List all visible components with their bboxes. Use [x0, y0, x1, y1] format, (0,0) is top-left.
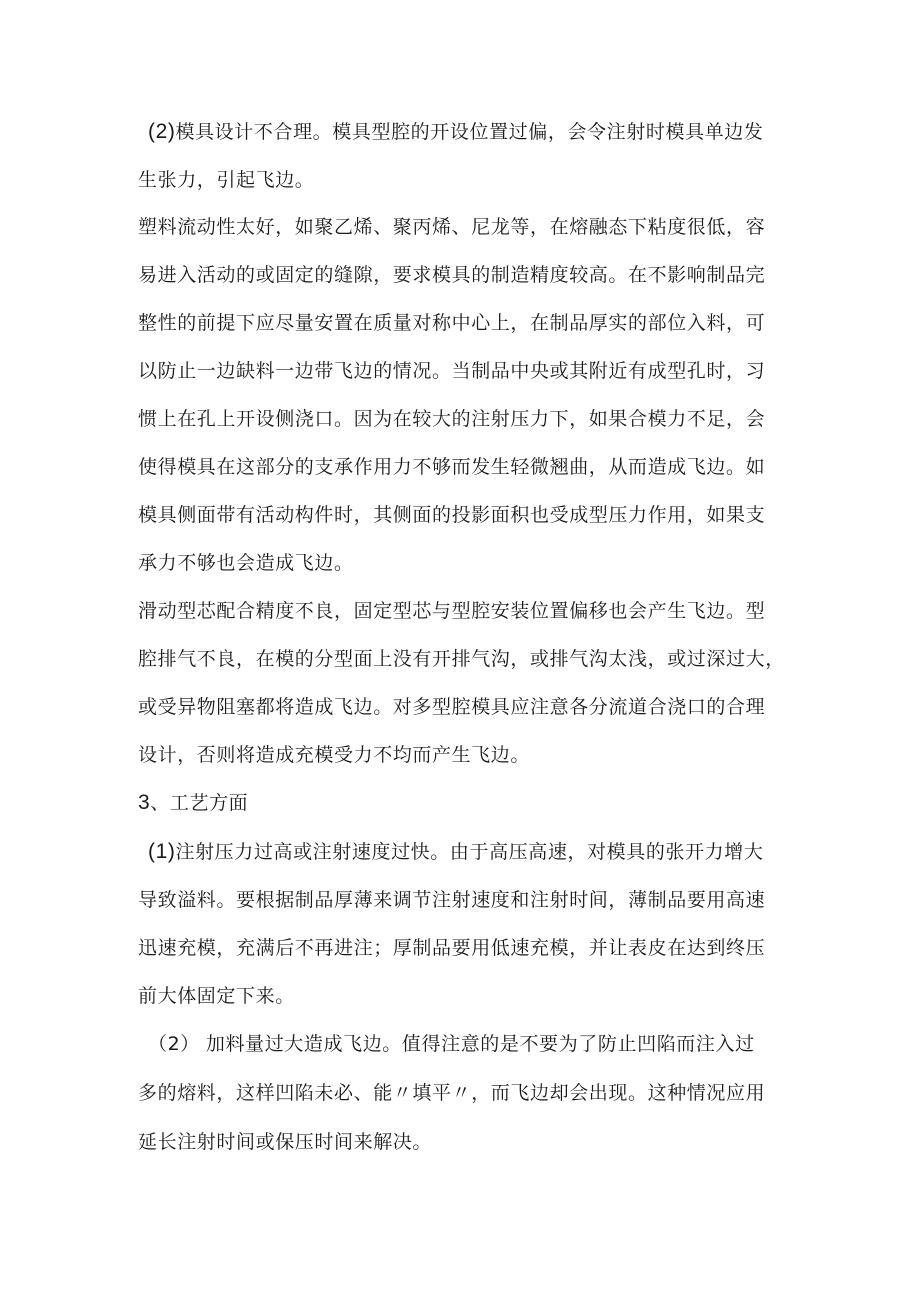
section-number: 3 — [138, 791, 151, 814]
para1-label: (2) — [148, 120, 176, 143]
para5-label: （2） — [148, 1033, 200, 1055]
para3-line-1: 滑动型芯配合精度不良，固定型芯与型腔安装位置偏移也会产生飞边。型 — [138, 600, 766, 622]
para4-line-2: 导致溢料。要根据制品厚薄来调节注射速度和注射时间，薄制品要用高速 — [138, 889, 766, 911]
para1-text-1: 模具设计不合理。模具型腔的开设位置过偏，会令注射时模具单边发 — [175, 121, 764, 143]
para5-line-2: 多的熔料，这样凹陷未必、能〃填平〃，而飞边却会出现。这种情况应用 — [138, 1082, 766, 1104]
para4-line-1 — [148, 839, 763, 865]
para5-text-1: 加料量过大造成飞边。值得注意的是不要为了防止凹陷而注入过 — [205, 1033, 755, 1055]
para2-line-4: 以防止一边缺料一边带飞边的情况。当制品中央或其附近有成型孔时，习 — [138, 360, 766, 382]
para1-line-2: 生张力，引起飞边。 — [138, 169, 315, 191]
para3-line-2: 腔排气不良，在模的分型面上没有开排气沟，或排气沟太浅，或过深过大， — [138, 648, 785, 670]
para3-line-3: 或受异物阻塞都将造成飞边。对多型腔模具应注意各分流道合浇口的合理 — [138, 696, 766, 718]
para2-line-8: 承力不够也会造成飞边。 — [138, 552, 354, 574]
para2-line-5: 惯上在孔上开设侧浇口。因为在较大的注射压力下，如果合模力不足，会 — [138, 408, 766, 430]
section-title: 、工艺方面 — [150, 792, 249, 814]
para3-line-4: 设计，否则将造成充模受力不均而产生飞边。 — [138, 744, 531, 766]
para4-label: (1) — [148, 840, 176, 863]
para1-line-1 — [148, 119, 763, 145]
para4-line-4: 前大体固定下来。 — [138, 985, 295, 1007]
para2-line-7: 模具侧面带有活动构件时，其侧面的投影面积也受成型压力作用，如果支 — [138, 504, 766, 526]
para2-line-3: 整性的前提下应尽量安置在质量对称中心上，在制品厚实的部位入料，可 — [138, 312, 766, 334]
para4-line-3: 迅速充模，充满后不再进注；厚制品要用低速充模，并让表皮在达到终压 — [138, 937, 766, 959]
para2-line-1: 塑料流动性太好，如聚乙烯、聚丙烯、尼龙等，在熔融态下粘度很低，容 — [138, 216, 766, 238]
para5-line-3: 延长注射时间或保压时间来解决。 — [138, 1131, 433, 1153]
para2-line-2: 易进入活动的或固定的缝隙，要求模具的制造精度较高。在不影响制品完 — [138, 264, 766, 286]
section-heading — [138, 790, 248, 816]
para2-line-6: 使得模具在这部分的支承作用力不够而发生轻微翘曲，从而造成飞边。如 — [138, 456, 766, 478]
para4-text-1: 注射压力过高或注射速度过快。由于高压高速，对模具的张开力增大 — [175, 841, 764, 863]
para5-line-1 — [148, 1031, 755, 1057]
